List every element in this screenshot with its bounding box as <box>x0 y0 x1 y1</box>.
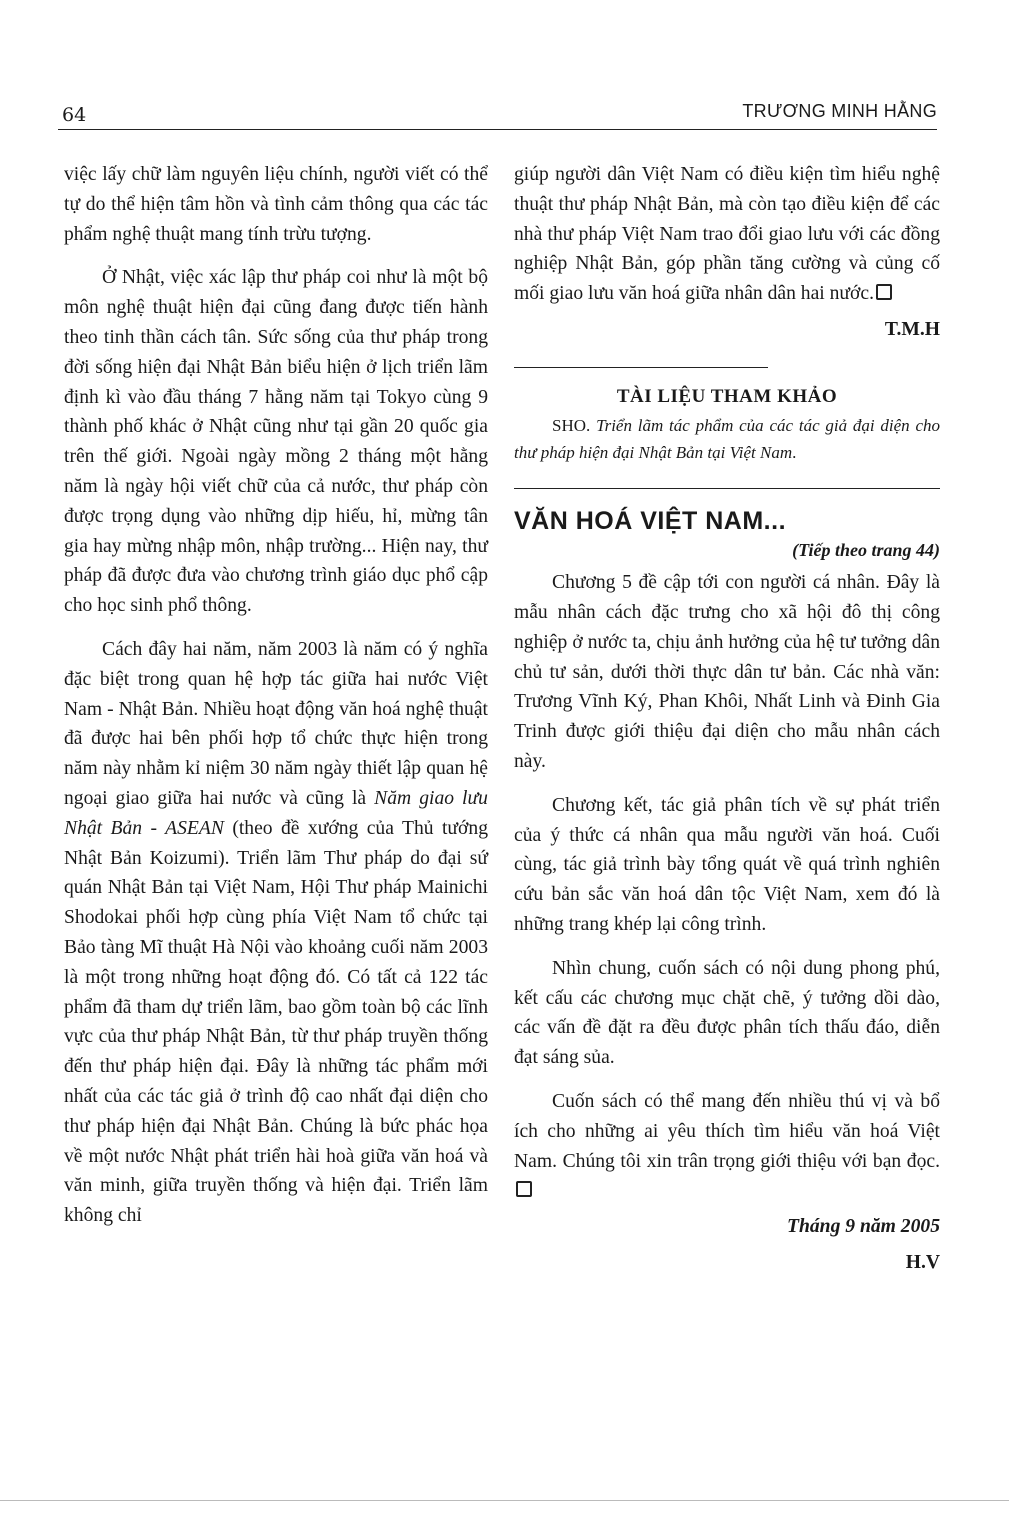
section-rule <box>514 488 940 489</box>
section-closing-text: Cuốn sách có thể mang đến nhiều thú vị và bổ ích cho những ai yêu thích tìm hiểu văn hoá Việt Nam. Chúng tôi xin trân trọng giới thiệu với bạn đọc. <box>514 1090 940 1172</box>
signature-tmh: T.M.H <box>884 318 940 340</box>
reference-entry: SHO. Triển lãm tác phẩm của các tác giả đại diện cho thư pháp hiện đại Nhật Bản tại Việt Nam. <box>514 415 941 462</box>
left-paragraph-3-italic: Năm giao lưu Nhật Bản - ASEAN <box>64 787 488 839</box>
references-heading: TÀI LIỆU THAM KHẢO <box>616 385 838 407</box>
page-number: 64 <box>62 104 87 126</box>
left-column <box>64 160 488 1231</box>
end-mark-icon <box>876 284 892 300</box>
header-rule <box>58 129 937 130</box>
continued-note: (Tiếp theo trang 44) <box>792 540 940 561</box>
signature-hv: H.V <box>905 1251 940 1273</box>
bottom-edge-rule <box>0 1500 1009 1501</box>
running-header-author: TRƯƠNG MINH HẰNG <box>742 101 937 121</box>
left-paragraph-2: Ở Nhật, việc xác lập thư pháp coi như là một bộ môn nghệ thuật hiện đại cũng đang được tiến hành theo tinh thần cách tân. Sức sống của thư pháp trong đời sống hiện đại Nhật Bản biểu hiện ở lịch triển lãm định kì vào đầu tháng 7 hằng năm tại Tokyo cùng 9 thành phố khác ở Nhật cũng như tại gần 20 quốc gia trên thế giới. Ngoài ngày mồng 2 tháng một hằng năm là ngày hội viết chữ của cả nước, thư pháp còn được trọng dụng vào những dịp hiếu, hỉ, mừng tân gia hay mừng nhập môn, nhập trường... Hiện nay, thư pháp đã được đưa vào chương trình giáo dục phổ cập cho học sinh phổ thông. <box>64 267 488 617</box>
section-paragraph-1: Chương 5 đề cập tới con người cá nhân. Đây là mẫu nhân cách đặc trưng cho xã hội đô thị công nghiệp ở nước ta, chịu ảnh hưởng của hệ tư tưởng dân chủ tư sản, dưới thời thực dân tư bản. Các nhà văn: Trương Vĩnh Ký, Phan Khôi, Nhất Linh và Đinh Gia Trinh được giới thiệu đại diện cho mẫu nhân cách này. <box>514 572 940 772</box>
left-paragraph-1: việc lấy chữ làm nguyên liệu chính, người viết có thể tự do thể hiện tâm hồn và tình cảm thông qua các tác phẩm nghệ thuật mang tính trừu tượng. <box>64 164 488 245</box>
left-paragraph-3 <box>64 635 488 1231</box>
section-paragraph-3: Nhìn chung, cuốn sách có nội dung phong phú, kết cấu các chương mục chặt chẽ, ý tưởng dồi dào, các vấn đề đặt ra đều được phân tích thấu đáo, diễn đạt sáng sủa. <box>514 957 940 1069</box>
references-rule <box>514 367 768 368</box>
left-paragraph-3-part-a: Cách đây hai năm, năm 2003 là năm có ý nghĩa đặc biệt trong quan hệ hợp tác giữa hai nước Việt Nam - Nhật Bản. Nhiều hoạt động văn hoá nghệ thuật đã được hai bên phối hợp tổ chức thực hiện trong năm này nhằm kỉ niệm 30 năm ngày thiết lập quan hệ ngoại giao giữa hai nước và cũng là <box>64 638 488 809</box>
right-paragraph-1-text: giúp người dân Việt Nam có điều kiện tìm hiểu nghệ thuật thư pháp Nhật Bản, mà còn tạo điều kiện để các nhà thư pháp Việt Nam trao đổi giao lưu với các đồng nghiệp Nhật Bản, góp phần tăng cường và củng cố mối giao lưu văn hoá giữa nhân dân hai nước. <box>514 164 940 305</box>
section-date: Tháng 9 năm 2005 <box>787 1216 940 1238</box>
end-mark-icon <box>516 1181 532 1197</box>
left-paragraph-3-part-b: (theo đề xướng của Thủ tướng Nhật Bản Koizumi). Triển lãm Thư pháp do đại sứ quán Nhật Bản tại Việt Nam, Hội Thư pháp Mainichi Shodokai phối hợp cùng phía Việt Nam tổ chức tại Bảo tàng Mĩ thuật Hà Nội vào khoảng cuối năm 2003 là một trong những hoạt động đó. Có tất cả 122 tác phẩm đã tham dự triển lãm, bao gồm toàn bộ các lĩnh vực của thư pháp Nhật Bản, từ thư pháp truyền thống đến thư pháp hiện đại. Đây là những tác phẩm mới nhất của các tác giả ở trình độ cao nhất đại diện cho thư pháp hiện đại Nhật Bản. Chúng là bức phác họa về một nước Nhật phát triển hài hoà giữa văn hoá và văn minh, giữa truyền thống và hiện đại. Triển lãm không chỉ <box>64 817 488 1227</box>
right-paragraph-1 <box>514 160 940 309</box>
reference-title: Triển lãm tác phẩm của các tác giả đại diện cho thư pháp hiện đại Nhật Bản tại Việt Nam <box>514 415 941 462</box>
reference-source: SHO. <box>552 415 591 435</box>
section-title: VĂN HOÁ VIỆT NAM... <box>514 506 787 535</box>
section-closing-paragraph <box>514 1087 940 1206</box>
right-column <box>514 160 940 1278</box>
section-paragraph-2: Chương kết, tác giả phân tích về sự phát triển của ý thức cá nhân qua mẫu người văn hoá. Cuối cùng, tác giả trình bày tổng quát về quá trình nghiên cứu bản sắc văn hoá dân tộc Việt Nam, xem đó là những trang khép lại công trình. <box>514 794 940 935</box>
